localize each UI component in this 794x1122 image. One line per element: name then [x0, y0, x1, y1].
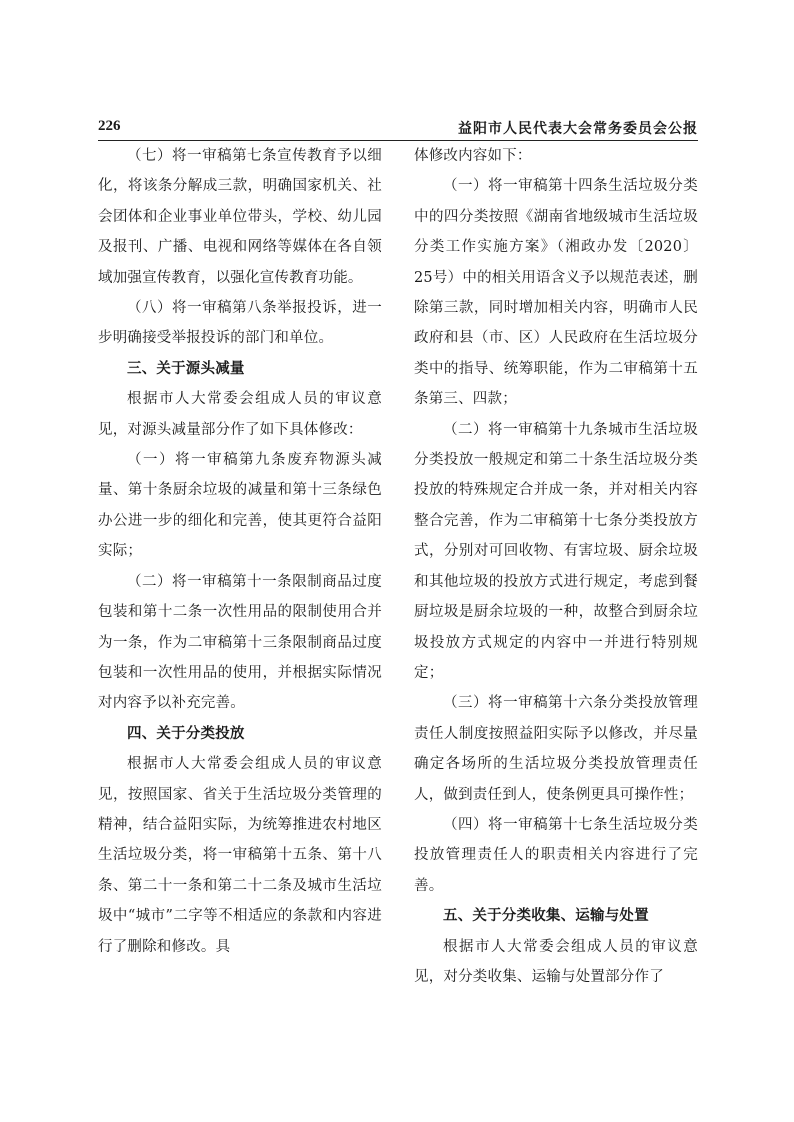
paragraph: 根据市人大常委会组成人员的审议意见，按照国家、省关于生活垃圾分类管理的精神，结合益阳实际，为统筹推进农村地区生活垃圾分类，将一审稿第十五条、第十八条、第二十一条和第二十二条及城市生活垃圾中“城市”二字等不相适应的条款和内容进行了删除和修改。具 — [98, 756, 382, 955]
paragraph: （八）将一审稿第八条举报投诉，进一步明确接受举报投诉的部门和单位。 — [98, 300, 382, 347]
page-header — [98, 118, 698, 140]
paragraph: （一）将一审稿第十四条生活垃圾分类中的四分类按照《湖南省地级城市生活垃圾分类工作实施方案》（湘政办发〔2020〕25号）中的相关用语含义予以规范表述，删除第三款，同时增加相关内容，明确市人民政府和县（市、区）人民政府在生活垃圾分类中的指导、统筹职能，作为二审稿第十五条第三、四款； — [414, 178, 698, 408]
right-column — [414, 141, 698, 992]
paragraph: （三）将一审稿第十六条分类投放管理责任人制度按照益阳实际予以修改，并尽量确定各场所的生活垃圾分类投放管理责任人，做到责任到人，使条例更具可操作性； — [414, 695, 698, 803]
paragraph: （二）将一审稿第十九条城市生活垃圾分类投放一般规定和第二十条生活垃圾分类投放的特殊规定合并成一条，并对相关内容整合完善，作为二审稿第十七条分类投放方式，分别对可回收物、有害垃圾、厨余垃圾和其他垃圾的投放方式进行规定，考虑到餐厨垃圾是厨余垃圾的一种，故整合到厨余垃圾投放方式规定的内容中一并进行特别规定； — [414, 421, 698, 681]
paragraph: 根据市人大常委会组成人员的审议意见，对源头减量部分作了如下具体修改： — [98, 391, 382, 438]
paragraph: （七）将一审稿第七条宣传教育予以细化，将该条分解成三款，明确国家机关、社会团体和企业事业单位带头，学校、幼儿园及报刊、广播、电视和网络等媒体在各自领域加强宣传教育，以强化宣传教育功能。 — [98, 148, 382, 286]
section-heading: 四、关于分类投放 — [127, 725, 245, 742]
paragraph: 根据市人大常委会组成人员的审议意见，对分类收集、运输与处置部分作了 — [414, 938, 698, 985]
paragraph: （二）将一审稿第十一条限制商品过度包装和第十二条一次性用品的限制使用合并为一条，作为二审稿第十三条限制商品过度包装和一次性用品的使用，并根据实际情况对内容予以补充完善。 — [98, 573, 382, 712]
section-heading: 三、关于源头减量 — [127, 360, 245, 377]
paragraph-continuation: 体修改内容如下： — [414, 148, 532, 164]
journal-title: 益阳市人民代表大会常务委员会公报 — [458, 121, 698, 137]
paragraph: （四）将一审稿第十七条生活垃圾分类投放管理责任人的职责相关内容进行了完善。 — [414, 816, 698, 894]
page-number: 226 — [98, 118, 121, 134]
paragraph: （一）将一审稿第九条废弃物源头减量、第十条厨余垃圾的减量和第十三条绿色办公进一步的细化和完善，使其更符合益阳实际； — [98, 452, 382, 560]
left-column — [98, 141, 382, 962]
section-heading: 五、关于分类收集、运输与处置 — [443, 908, 649, 925]
